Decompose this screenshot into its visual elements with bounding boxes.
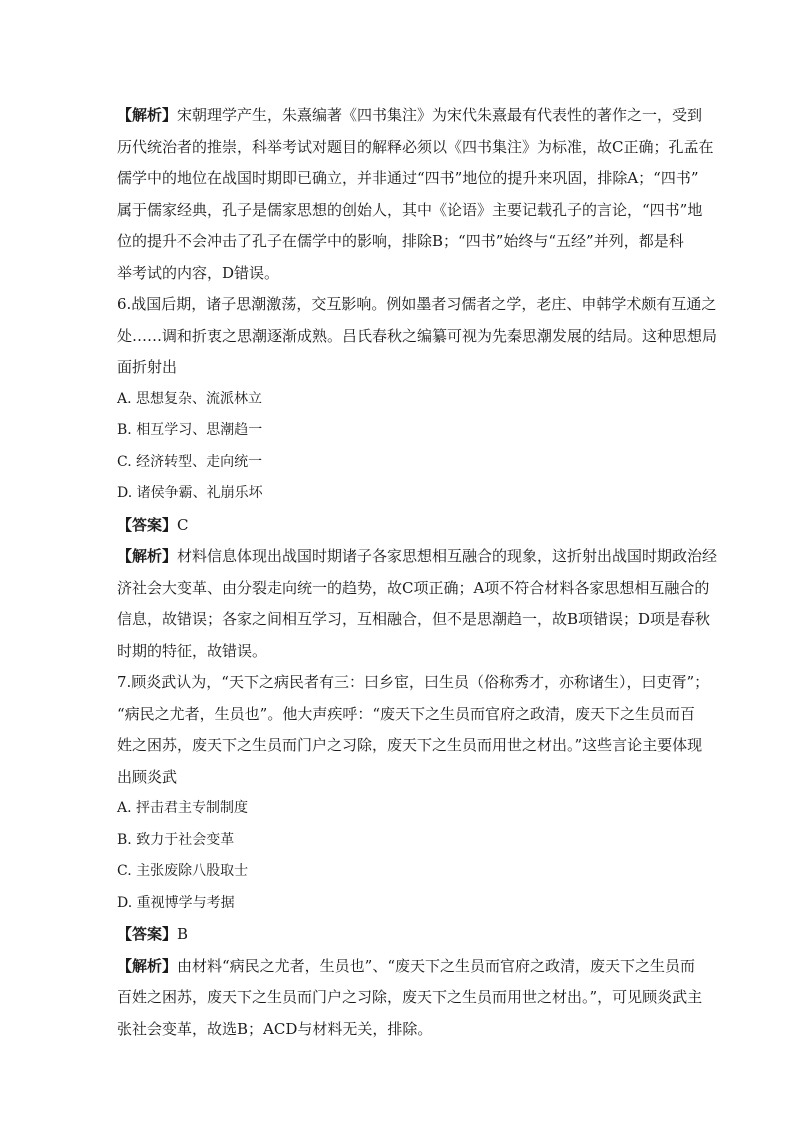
q5-analysis-label: 【解析】 (117, 106, 178, 124)
q7-analysis-line-2: 百姓之困苏，废天下之生员而门户之习除，废天下之生员而用世之材出。”，可见顾炎武主 (117, 988, 703, 1006)
q6-option-d: D. 诸侯争霸、礼崩乐坏 (117, 485, 263, 501)
q6-answer-value: C (177, 515, 189, 534)
q7-stem-line-3: 姓之困苏，废天下之生员而门户之习除，废天下之生员而用世之材出。”这些言论主要体现 (117, 736, 703, 754)
q6-option-c: C. 经济转型、走向统一 (117, 453, 263, 470)
q7-option-a: A. 抨击君主专制制度 (117, 800, 249, 816)
q7-option-d: D. 重视博学与考据 (117, 894, 235, 911)
q6-analysis-label: 【解析】 (117, 547, 178, 565)
q7-answer-label: 【答案】 (117, 925, 178, 943)
q6-analysis-line-4: 时期的特征，故错误。 (117, 641, 268, 660)
q6-answer-label: 【答案】 (117, 515, 178, 534)
q6-option-a: A. 思想复杂、流派林立 (117, 390, 263, 407)
q5-analysis-line-2: 历代统治者的推崇，科举考试对题目的解释必须以《四书集注》为标准，故C正确；孔孟在 (117, 137, 714, 156)
q7-answer-value: B (177, 925, 189, 943)
q5-analysis-line-6: 举考试的内容，D错误。 (117, 263, 280, 282)
document-page (117, 100, 718, 1045)
q7-analysis-line-3: 张社会变革，故选B；ACD与材料无关，排除。 (117, 1019, 433, 1038)
q6-analysis-line-2: 济社会大变革、由分裂走向统一的趋势，故C项正确；A项不符合材料各家思想相互融合的 (117, 578, 710, 597)
q7-analysis-line-1: 【解析】由材料“病民之尤者，生员也”、“废天下之生员而官府之政清，废天下之生员而 (117, 956, 696, 975)
q7-stem-line-4: 出顾炎武 (117, 767, 178, 786)
q6-answer (117, 510, 683, 542)
q6-stem-line-2: 处……调和折衷之思潮逐渐成熟。吕氏春秋之编纂可视为先秦思潮发展的结局。这种思想局 (117, 326, 718, 345)
q7-option-c: C. 主张废除八股取士 (117, 863, 249, 879)
q6-stem-line-3: 面折射出 (117, 358, 178, 376)
q6-analysis-line-1: 【解析】材料信息体现出战国时期诸子各家思想相互融合的现象，这折射出战国时期政治经 (117, 547, 718, 565)
q6-stem-line-1: 6.战国后期，诸子思潮激荡，交互影响。例如墨者习儒者之学，老庄、申韩学术颇有互通之 (117, 295, 717, 313)
q7-option-b: B. 致力于社会变革 (117, 831, 235, 848)
q5-analysis-line-4: 属于儒家经典，孔子是儒家思想的创始人，其中《论语》主要记载孔子的言论，“四书”地 (117, 200, 703, 219)
q7-answer (117, 919, 683, 951)
q7-stem-line-2: “病民之尤者，生员也”。他大声疾呼：“废天下之生员而官府之政清，废天下之生员而百 (117, 704, 696, 723)
q5-analysis-line-5: 位的提升不会冲击了孔子在儒学中的影响，排除B；“四书”始终与“五经”并列，都是科 (117, 232, 684, 250)
q6-analysis-line-3: 信息，故错误；各家之间相互学习，互相融合，但不是思潮趋一，故B项错误；D项是春秋 (117, 610, 711, 628)
q6-option-b: B. 相互学习、思潮趋一 (117, 422, 263, 438)
q7-stem-line-1: 7.顾炎武认为，“天下之病民者有三：曰乡宦，曰生员（俗称秀才，亦称诸生），曰吏胥”； (117, 673, 710, 691)
q5-analysis-line-3: 儒学中的地位在战国时期即已确立，并非通过“四书”地位的提升来巩固，排除A；“四书” (117, 169, 699, 187)
q7-analysis-label: 【解析】 (117, 956, 178, 975)
q5-analysis-line-1: 【解析】宋朝理学产生，朱熹编著《四书集注》为宋代朱熹最有代表性的著作之一，受到 (117, 106, 703, 124)
